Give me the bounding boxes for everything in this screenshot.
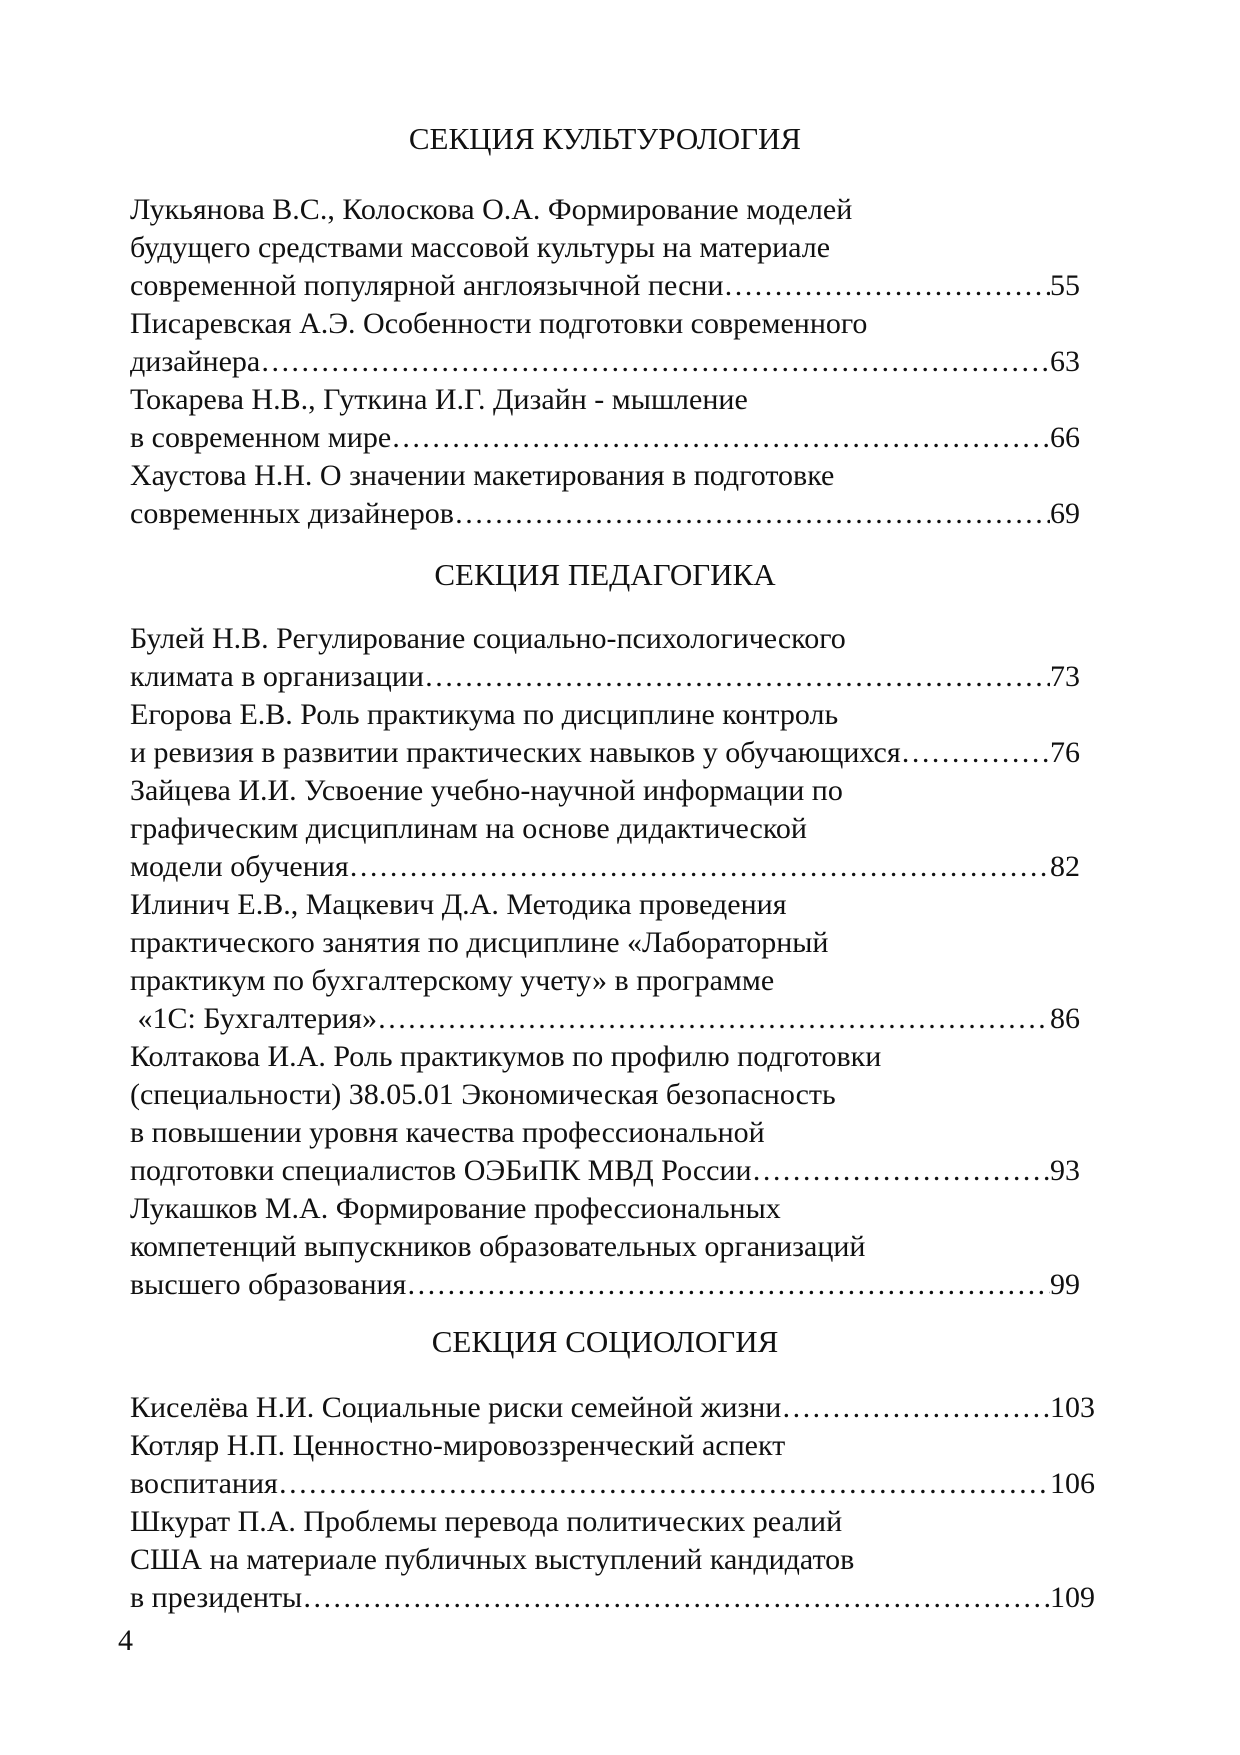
dot-leader xyxy=(278,1465,1050,1503)
page-number: 4 xyxy=(118,1624,133,1657)
dot-leader xyxy=(424,658,1050,696)
toc-entry-line: Лукашков М.А. Формирование профессиональных xyxy=(130,1192,781,1225)
toc-entry-last-line xyxy=(130,734,1080,772)
toc-entry-last-line xyxy=(130,658,1080,696)
dot-leader xyxy=(781,1389,1050,1427)
toc-entry-text: и ревизия в развитии практических навыков у обучающихся xyxy=(130,736,901,769)
toc-entry-line: Хаустова Н.Н. О значении макетирования в подготовке xyxy=(130,459,835,492)
toc-entry-line: Лукьянова В.С., Колоскова О.А. Формирование моделей xyxy=(130,193,853,226)
toc-entry-text: высшего образования xyxy=(130,1268,407,1301)
toc-page-number: 93 xyxy=(1050,1154,1080,1187)
toc-entry-line: Писаревская А.Э. Особенности подготовки современного xyxy=(130,307,868,340)
dot-leader xyxy=(302,1579,1050,1617)
toc-entry-line: графическим дисциплинам на основе дидактической xyxy=(130,812,807,845)
toc-entry-last-line xyxy=(130,1266,1080,1304)
toc-entry-text: климата в организации xyxy=(130,660,424,693)
toc-entry-line: в повышении уровня качества профессиональной xyxy=(130,1116,765,1149)
toc-entry-text: в современном мире xyxy=(130,421,392,454)
toc-entry-last-line xyxy=(130,1389,1095,1427)
toc-entry-line: практикум по бухгалтерскому учету» в программе xyxy=(130,964,775,997)
toc-entry-line: (специальности) 38.05.01 Экономическая безопасность xyxy=(130,1078,836,1111)
toc-entry-line: Илинич Е.В., Мацкевич Д.А. Методика проведения xyxy=(130,888,787,921)
toc-entry-last-line xyxy=(130,1000,1080,1038)
toc-entry-text: современной популярной англоязычной песни xyxy=(130,269,724,302)
toc-entry-text: Киселёва Н.И. Социальные риски семейной жизни xyxy=(130,1391,782,1424)
dot-leader xyxy=(724,267,1050,305)
toc-page-number: 82 xyxy=(1050,850,1080,883)
toc-page-number: 103 xyxy=(1050,1391,1095,1424)
toc-page-number: 76 xyxy=(1050,736,1080,769)
dot-leader xyxy=(454,495,1050,533)
toc-entry-last-line xyxy=(130,1579,1095,1617)
toc-page-number: 106 xyxy=(1050,1467,1095,1500)
section-heading-culturology: СЕКЦИЯ КУЛЬТУРОЛОГИЯ xyxy=(408,121,802,156)
toc-page-number: 73 xyxy=(1050,660,1080,693)
toc-entry-line: Колтакова И.А. Роль практикумов по профилю подготовки xyxy=(130,1040,882,1073)
toc-entry-last-line xyxy=(130,1152,1080,1190)
dot-leader xyxy=(260,343,1050,381)
toc-entry-line: США на материале публичных выступлений кандидатов xyxy=(130,1543,855,1576)
toc-entry-last-line xyxy=(130,419,1080,457)
section-heading-pedagogy: СЕКЦИЯ ПЕДАГОГИКА xyxy=(434,557,776,592)
toc-entry-line: компетенций выпускников образовательных организаций xyxy=(130,1230,866,1263)
toc-page-number: 66 xyxy=(1050,421,1080,454)
toc-page-number: 55 xyxy=(1050,269,1080,302)
toc-page-number: 63 xyxy=(1050,345,1080,378)
toc-entry-text: современных дизайнеров xyxy=(130,497,454,530)
toc-page-number: 69 xyxy=(1050,497,1080,530)
toc-page-number: 86 xyxy=(1050,1002,1080,1035)
toc-entry-last-line xyxy=(130,848,1080,886)
toc-entry-text: воспитания xyxy=(130,1467,278,1500)
dot-leader xyxy=(406,1266,1050,1304)
dot-leader xyxy=(377,1000,1050,1038)
toc-entry-text: модели обучения xyxy=(130,850,349,883)
dot-leader xyxy=(752,1152,1050,1190)
toc-entry-last-line xyxy=(130,1465,1095,1503)
toc-entry-text: в президенты xyxy=(130,1581,303,1614)
toc-entry-text: «1С: Бухгалтерия» xyxy=(130,1002,377,1035)
dot-leader xyxy=(349,848,1050,886)
toc-entry-line: Токарева Н.В., Гуткина И.Г. Дизайн - мышление xyxy=(130,383,748,416)
toc-entry-text: дизайнера xyxy=(130,345,261,378)
toc-entry-line: Егорова Е.В. Роль практикума по дисциплине контроль xyxy=(130,698,839,731)
toc-entry-last-line xyxy=(130,343,1080,381)
toc-entry-last-line xyxy=(130,495,1080,533)
toc-page-number: 109 xyxy=(1050,1581,1095,1614)
toc-entry-text: подготовки специалистов ОЭБиПК МВД России xyxy=(130,1154,752,1187)
toc-page-number: 99 xyxy=(1050,1268,1080,1301)
toc-entry-line: практического занятия по дисциплине «Лабораторный xyxy=(130,926,829,959)
dot-leader xyxy=(391,419,1050,457)
toc-entry-line: будущего средствами массовой культуры на материале xyxy=(130,231,831,264)
toc-entry-last-line xyxy=(130,267,1080,305)
toc-entry-line: Зайцева И.И. Усвоение учебно-научной информации по xyxy=(130,774,843,807)
dot-leader xyxy=(901,734,1050,772)
toc-entry-line: Шкурат П.А. Проблемы перевода политических реалий xyxy=(130,1505,843,1538)
section-heading-sociology: СЕКЦИЯ СОЦИОЛОГИЯ xyxy=(431,1324,779,1359)
toc-entry-line: Булей Н.В. Регулирование социально-психологического xyxy=(130,622,846,655)
toc-entry-line: Котляр Н.П. Ценностно-мировоззренческий аспект xyxy=(130,1429,786,1462)
